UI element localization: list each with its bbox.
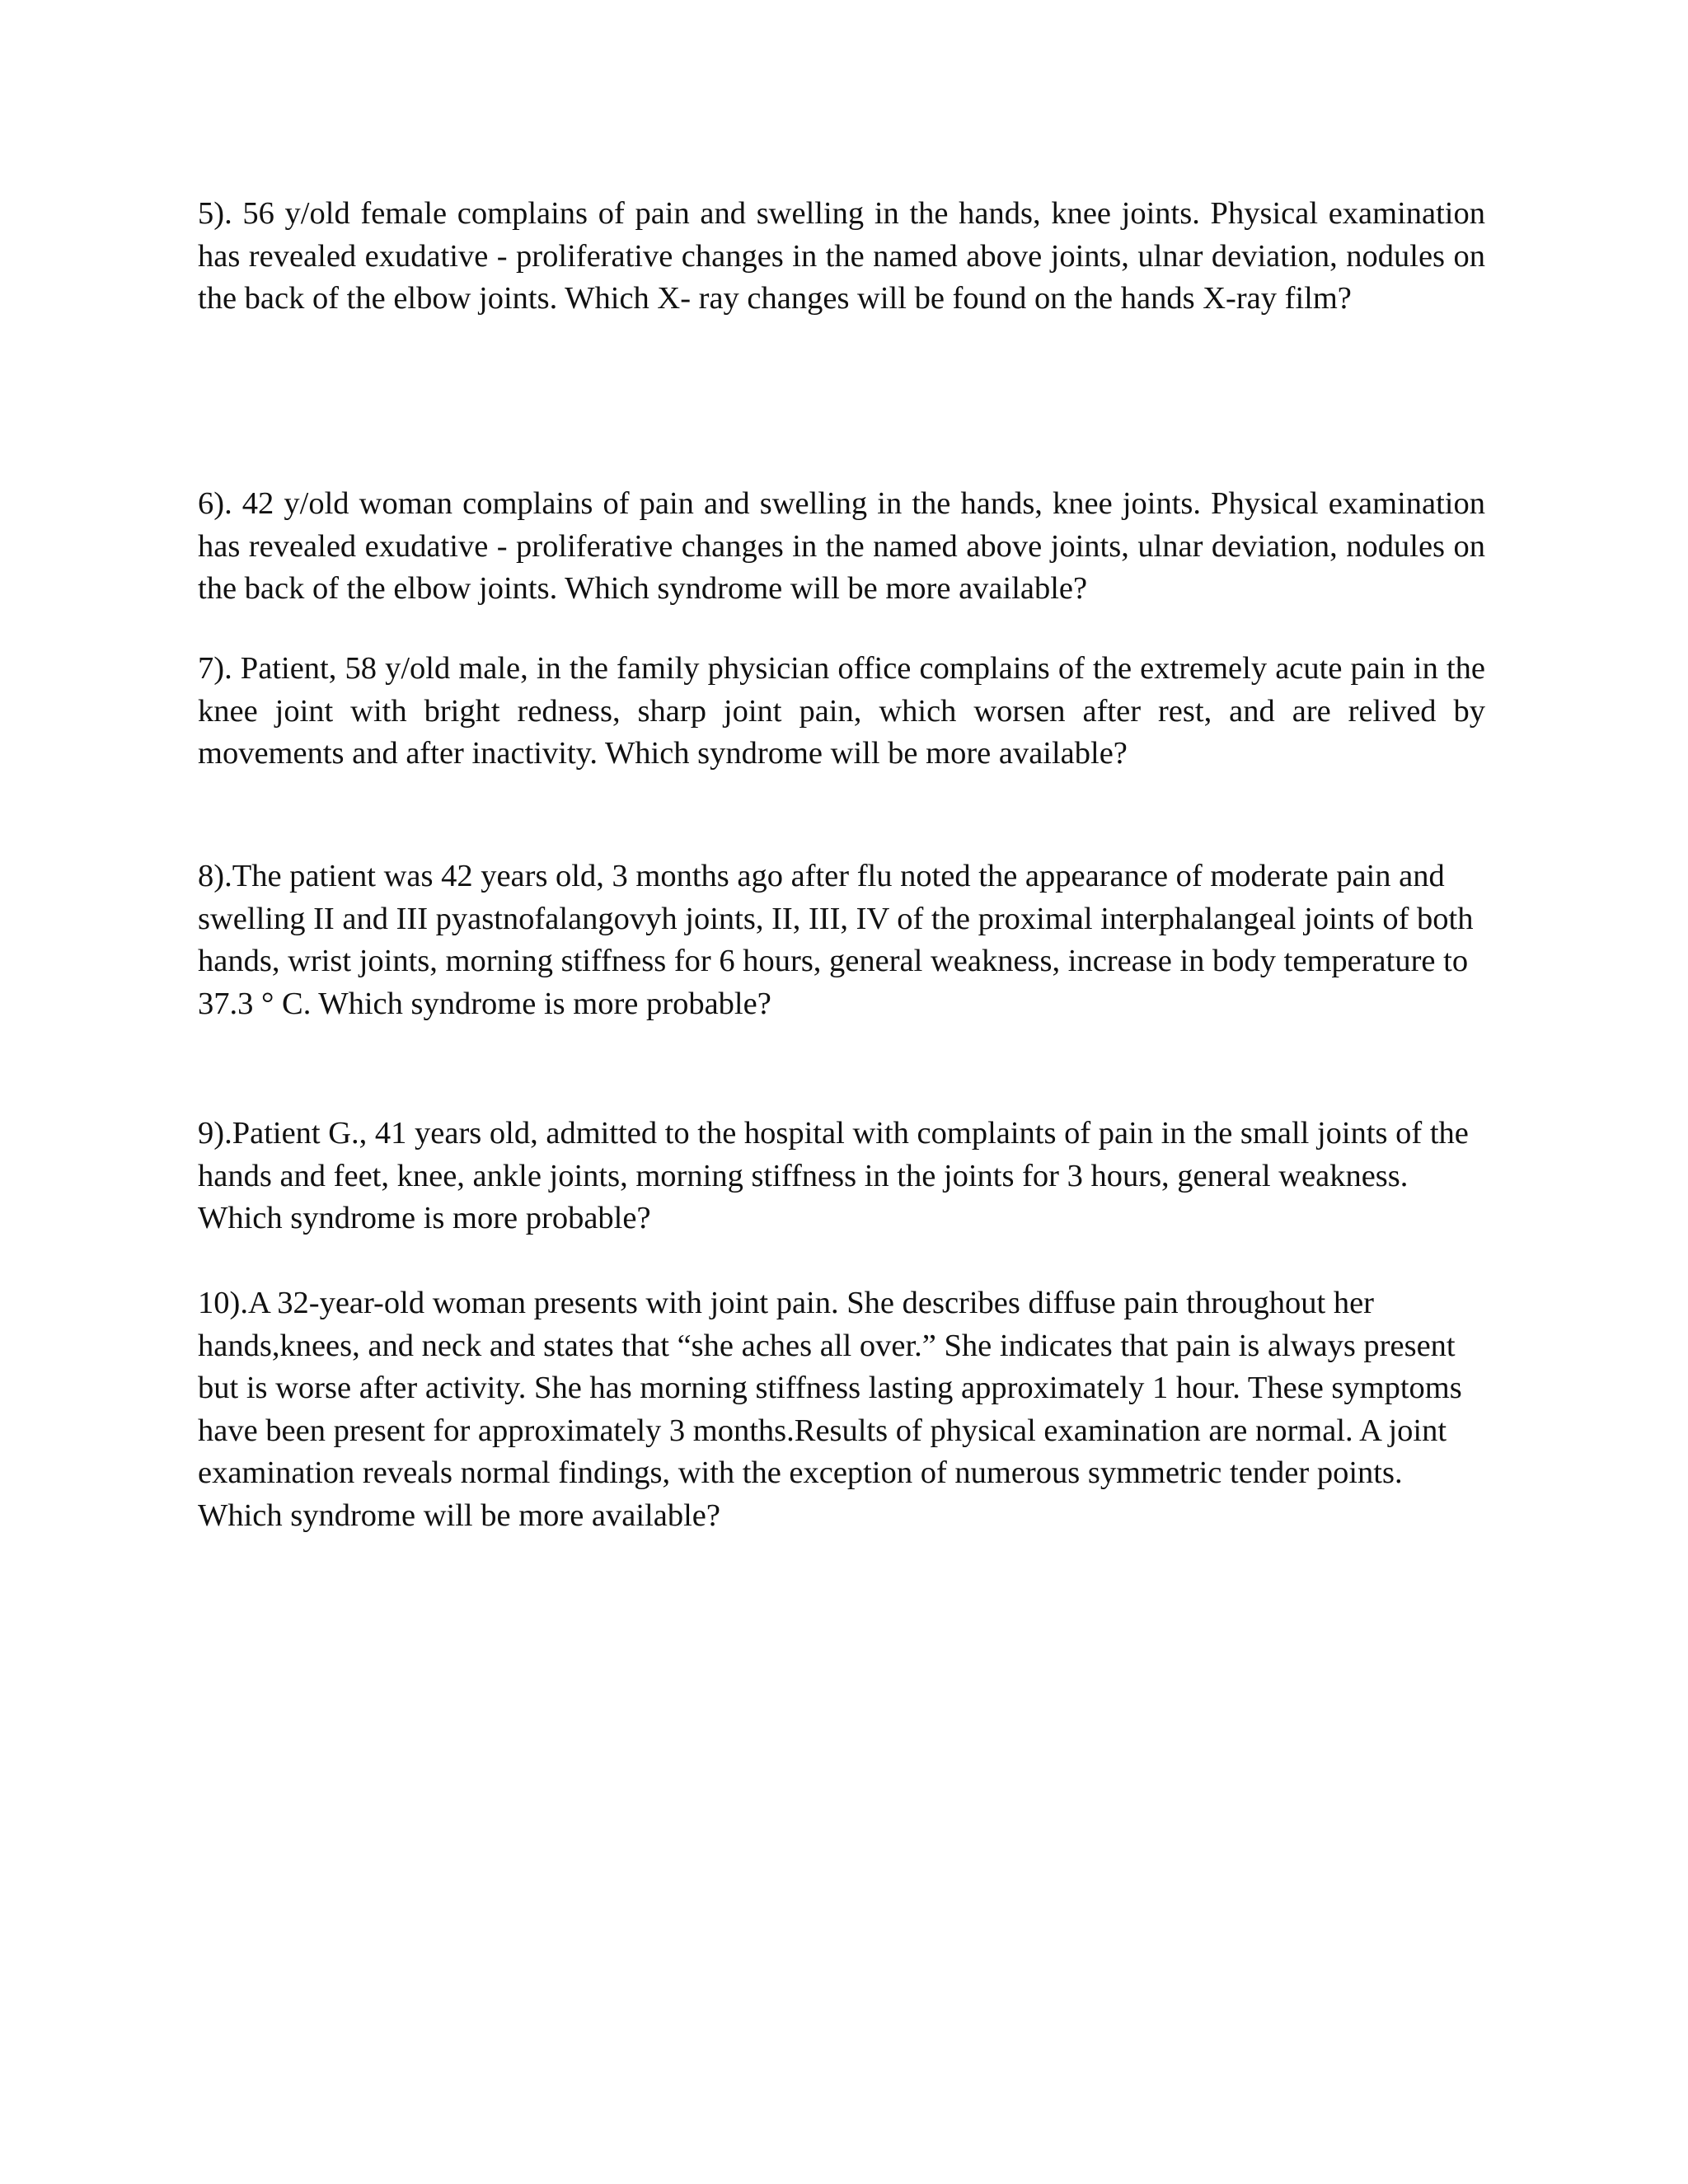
question-6: 6). 42 y/old woman complains of pain and swelling in the hands, knee joints. Physical examination has revealed exudative - proliferative changes in the named above joints, ulnar deviation, nodules on the back of the elbow joints. Which syndrome will be more available? [198,486,1485,606]
question-5: 5). 56 y/old female complains of pain and swelling in the hands, knee joints. Physical examination has revealed exudative - proliferative changes in the named above joints, ulnar deviation, nodules on the back of the elbow joints. Which X- ray changes will be found on the hands X-ray film? [198,196,1485,316]
question-8: 8).The patient was 42 years old, 3 months ago after flu noted the appearance of moderate pain and swelling II and III pyastnofalangovyh joints, II, III, IV of the proximal interphalangeal joints of both hands, wrist joints, morning stiffness for 6 hours, general weakness, increase in body temperature to 37.3 ° C. Which syndrome is more probable? [198,859,1474,1021]
question-7: 7). Patient, 58 y/old male, in the family physician office complains of the extremely acute pain in the knee joint with bright redness, sharp joint pain, which worsen after rest, and are relived by movements and after inactivity. Which syndrome will be more available? [198,651,1485,771]
question-9: 9).Patient G., 41 years old, admitted to the hospital with complaints of pain in the small joints of the hands and feet, knee, ankle joints, morning stiffness in the joints for 3 hours, general weakness. Which syndrome is more probable? [198,1116,1469,1235]
question-10: 10).A 32-year-old woman presents with joint pain. She describes diffuse pain throughout her hands,knees, and neck and states that “she aches all over.” She indicates that pain is always present but is worse after activity. She has morning stiffness lasting approximately 1 hour. These symptoms have been present for approximately 3 months.Results of physical examination are normal. A joint examination reveals normal findings, with the exception of numerous symmetric tender points. Which syndrome will be more available? [198,1286,1462,1533]
